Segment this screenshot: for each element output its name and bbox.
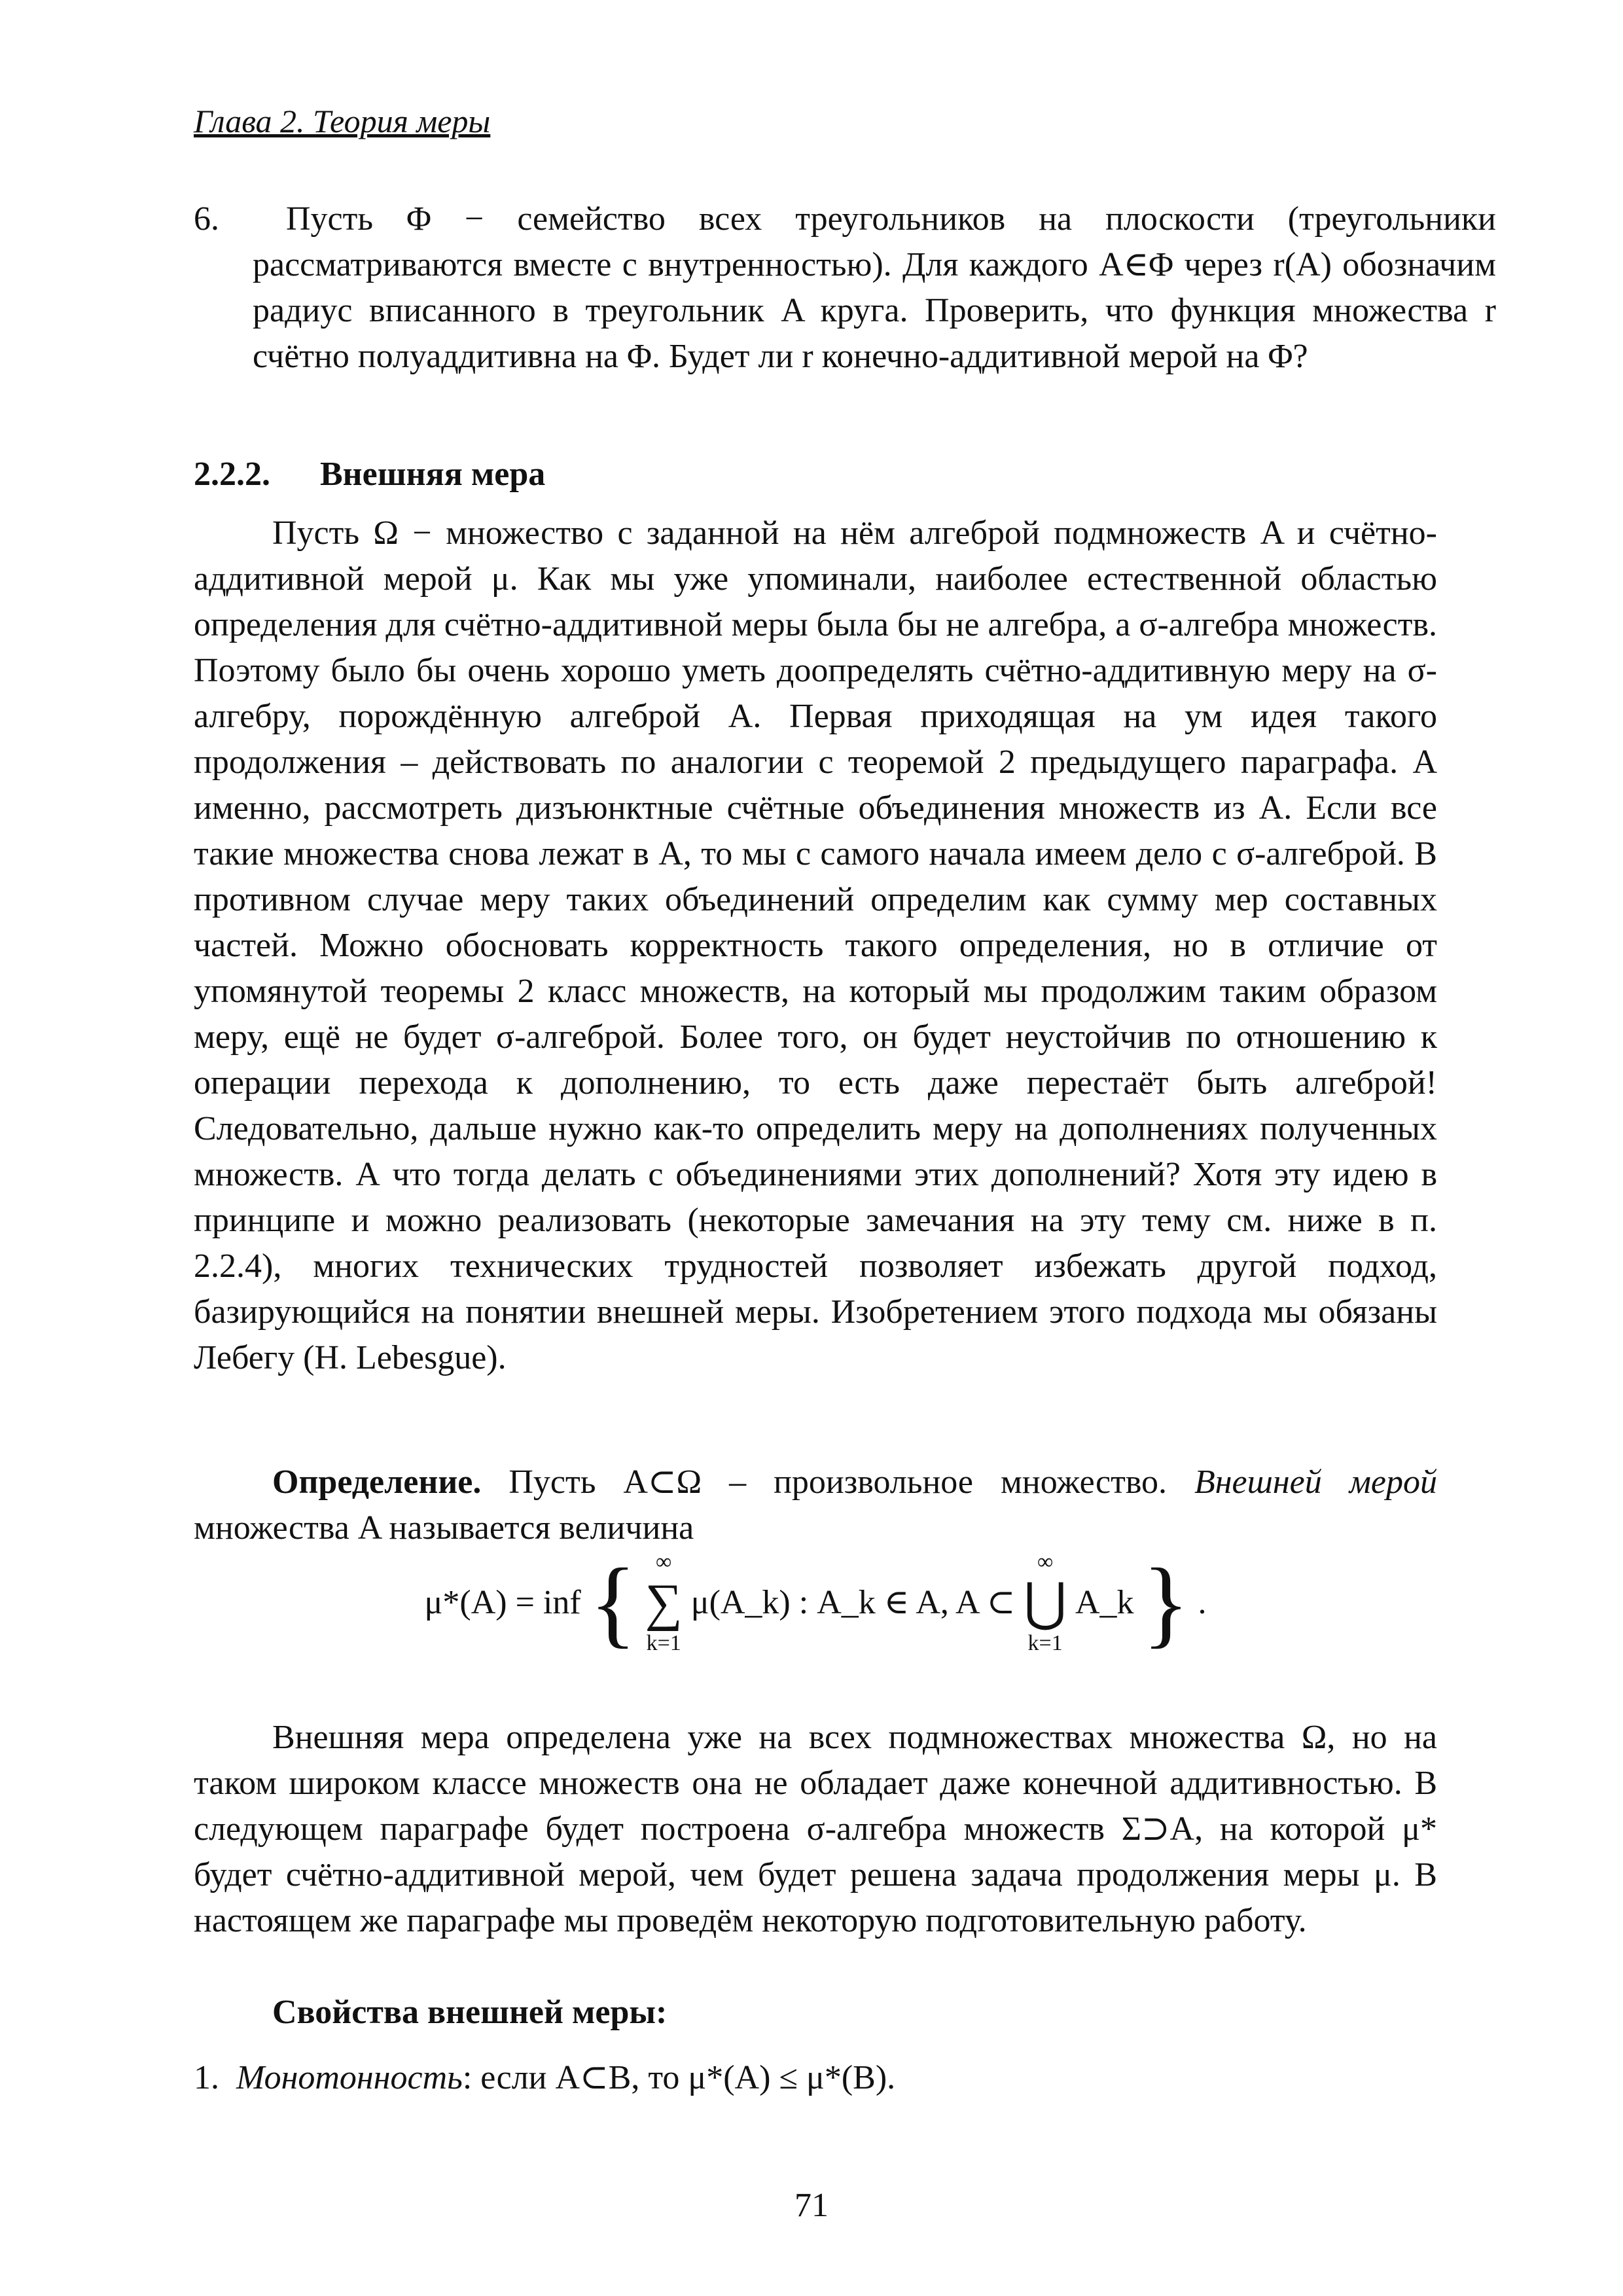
property-1 bbox=[194, 2055, 1437, 2101]
chapter-header: Глава 2. Теория меры bbox=[194, 103, 491, 139]
union-term: A_k bbox=[1075, 1584, 1134, 1621]
problem-text: Пусть Φ − семейство всех треугольников на плоскости (треугольники рассматриваются вместе с внутренностью). Для каждого A∈Φ через r(A) обозначим радиус вписанного в треугольник A круга. Проверить, что функция множества r счётно полуаддитивна на Φ. Будет ли r конечно-аддитивной мерой на Φ? bbox=[253, 200, 1497, 375]
property-1-text: : если A⊂B, то μ*(A) ≤ μ*(B). bbox=[462, 2059, 896, 2096]
sum-lower: k=1 bbox=[646, 1631, 681, 1655]
definition-text-2: множества A называется величина bbox=[194, 1509, 694, 1547]
formula-summand: μ(A_k) : A_k ∈ A, A ⊂ bbox=[690, 1584, 1016, 1621]
section-title: Внешняя мера bbox=[320, 456, 546, 493]
problem-6 bbox=[194, 196, 1496, 380]
union-symbol: ⋃ bbox=[1024, 1574, 1067, 1632]
definition bbox=[194, 1460, 1437, 1551]
page-number: 71 bbox=[794, 2187, 829, 2224]
definition-term: Внешней мерой bbox=[1194, 1463, 1437, 1501]
property-1-number: 1. bbox=[194, 2059, 219, 2096]
formula-lhs: μ*(A) = inf bbox=[424, 1584, 581, 1621]
union-upper: ∞ bbox=[1037, 1550, 1054, 1574]
formula-end: . bbox=[1198, 1584, 1207, 1621]
problem-number: 6. bbox=[194, 200, 219, 238]
union-operator bbox=[1024, 1551, 1067, 1655]
sum-upper: ∞ bbox=[656, 1550, 672, 1574]
right-brace-icon: } bbox=[1142, 1549, 1190, 1657]
properties-heading: Свойства внешней меры: bbox=[272, 1994, 668, 2031]
paragraph-intro: Пусть Ω − множество с заданной на нём алгеброй подмножеств A и счётно-аддитивной мерой μ. Как мы уже упоминали, наиболее естественной областью определения для счётно-аддитивной меры была бы не алгебра, а σ-алгебра множеств. Поэтому было бы очень хорошо уметь доопределять счётно-аддитивную меру на σ-алгебру, порождённую алгеброй A. Первая приходящая на ум идея такого продолжения – действовать по аналогии с теоремой 2 предыдущего параграфа. А именно, рассмотреть дизъюнктные счётные объединения множеств из A. Если все такие множества снова лежат в A, то мы с самого начала имеем дело с σ-алгеброй. В противном случае меру таких объединений определим как сумму мер составных частей. Можно обосновать корректность такого определения, но в отличие от упомянутой теоремы 2 класс множеств, на который мы продолжим таким образом меру, ещё не будет σ-алгеброй. Более того, он будет неустойчив по отношению к операции перехода к дополнению, то есть даже перестаёт быть алгеброй! Следовательно, дальше нужно как-то определить меру на дополнениях полученных множеств. А что тогда делать с объединениями этих дополнений? Хотя эту идею в принципе и можно реализовать (некоторые замечания на эту тему см. ниже в п. 2.2.4), многих технических трудностей позволяет избежать другой подход, базирующийся на понятии внешней меры. Изобретением этого подхода мы обязаны Лебегу (H. Lebesgue). bbox=[194, 514, 1437, 1376]
union-lower: k=1 bbox=[1027, 1631, 1063, 1655]
left-brace-icon: { bbox=[589, 1549, 637, 1657]
definition-label: Определение. bbox=[272, 1463, 482, 1501]
definition-text-1: Пусть A⊂Ω – произвольное множество. bbox=[508, 1463, 1168, 1501]
section-heading bbox=[194, 452, 1437, 497]
section-number: 2.2.2. bbox=[194, 456, 270, 493]
sum-operator bbox=[645, 1551, 683, 1655]
outer-measure-formula bbox=[194, 1551, 1437, 1695]
paragraph-outer-measure: Внешняя мера определена уже на всех подмножествах множества Ω, но на таком широком классе множеств она не обладает даже конечной аддитивностью. В следующем параграфе будет построена σ-алгебра множеств Σ⊃A, на которой μ* будет счётно-аддитивной мерой, чем будет решена задача продолжения меры μ. В настоящем же параграфе мы проведём некоторую подготовительную работу. bbox=[194, 1719, 1437, 1939]
property-1-name: Монотонность bbox=[236, 2059, 463, 2096]
sum-symbol: ∑ bbox=[645, 1574, 683, 1632]
